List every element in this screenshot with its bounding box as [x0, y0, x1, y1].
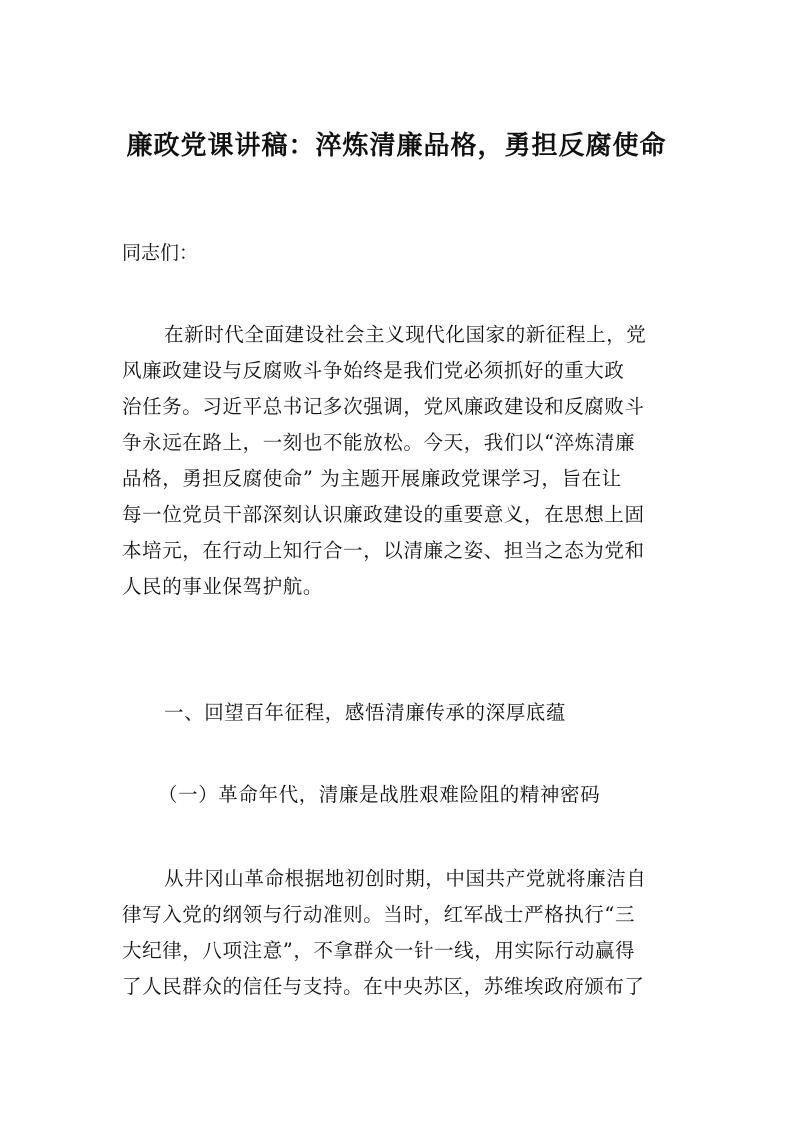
- subsection-heading: （一）革命年代，清廉是战胜艰难险阻的精神密码: [158, 783, 601, 806]
- paragraph-line: 了人民群众的信任与支持。在中央苏区，苏维埃政府颁布了: [122, 975, 645, 998]
- section-heading: 一、回望百年征程，感悟清廉传承的深厚底蕴: [164, 701, 567, 724]
- paragraph-line: 在新时代全面建设社会主义现代化国家的新征程上，党: [164, 323, 647, 346]
- paragraph-line: 治任务。习近平总书记多次强调，党风廉政建设和反腐败斗: [122, 395, 645, 418]
- paragraph-line: 人民的事业保驾护航。: [122, 575, 324, 598]
- paragraph-line: 从井冈山革命根据地初创时期，中国共产党就将廉洁自: [164, 867, 647, 890]
- paragraph-line: 品格，勇担反腐使命” 为主题开展廉政党课学习，旨在让: [122, 467, 622, 490]
- paragraph-line: 风廉政建设与反腐败斗争始终是我们党必须抓好的重大政: [122, 359, 625, 382]
- body-paragraph: [122, 861, 674, 1005]
- document-title: 廉政党课讲稿：淬炼清廉品格，勇担反腐使命: [126, 131, 667, 161]
- paragraph-line: 律写入党的纲领与行动准则。当时，红军战士严格执行“三: [122, 903, 636, 926]
- paragraph-line: 大纪律，八项注意”，不拿群众一针一线，用实际行动赢得: [122, 939, 636, 962]
- paragraph-line: 每一位党员干部深刻认识廉政建设的重要意义，在思想上固: [122, 503, 645, 526]
- paragraph-line: 争永远在路上，一刻也不能放松。今天，我们以“淬炼清廉: [122, 431, 636, 454]
- paragraph-line: 本培元，在行动上知行合一，以清廉之姿、担当之态为党和: [122, 539, 645, 562]
- salutation: 同志们：: [122, 242, 199, 264]
- intro-paragraph: [122, 317, 674, 605]
